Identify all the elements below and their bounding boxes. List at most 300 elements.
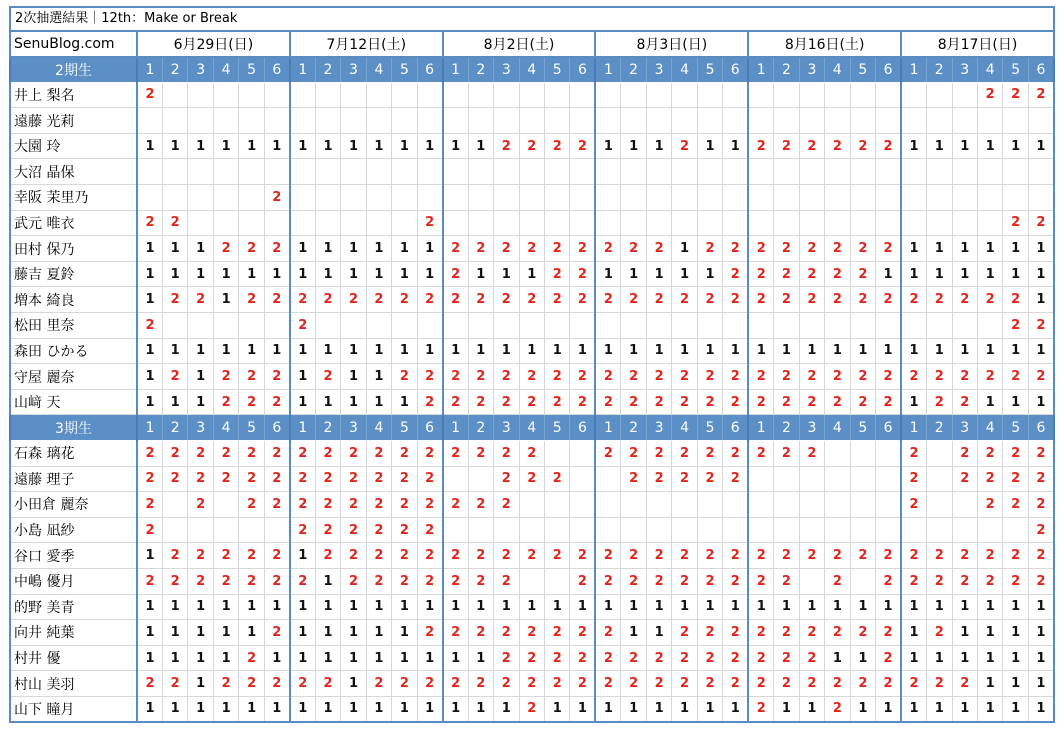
result-cell: 1 (952, 133, 977, 159)
result-cell (646, 492, 671, 518)
result-cell (137, 108, 162, 134)
result-cell: 1 (977, 133, 1002, 159)
member-row (10, 313, 1054, 339)
result-cell: 2 (595, 236, 620, 262)
result-cell: 1 (443, 594, 468, 620)
result-cell (366, 313, 391, 339)
result-cell (315, 82, 340, 108)
result-cell (748, 185, 773, 211)
result-cell: 1 (646, 261, 671, 287)
result-cell: 1 (188, 594, 213, 620)
result-cell: 2 (468, 568, 493, 594)
result-cell: 2 (570, 287, 595, 313)
result-cell: 2 (519, 543, 544, 569)
result-cell: 1 (672, 236, 697, 262)
member-row (10, 620, 1054, 646)
result-cell: 2 (825, 671, 850, 697)
result-cell (468, 159, 493, 185)
result-cell (672, 108, 697, 134)
result-cell (162, 313, 187, 339)
result-cell: 2 (825, 696, 850, 722)
result-cell: 1 (239, 696, 264, 722)
result-cell: 2 (239, 364, 264, 390)
result-cell (468, 466, 493, 492)
result-cell: 2 (646, 441, 671, 467)
member-name: 山下 瞳月 (10, 696, 137, 722)
part-number: 5 (545, 415, 570, 441)
result-cell: 2 (417, 210, 442, 236)
result-cell: 1 (774, 696, 799, 722)
result-cell (570, 441, 595, 467)
result-cell: 1 (315, 645, 340, 671)
result-cell: 2 (290, 568, 315, 594)
result-cell (774, 82, 799, 108)
result-cell: 1 (595, 696, 620, 722)
result-cell (545, 492, 570, 518)
result-cell: 2 (977, 543, 1002, 569)
result-cell: 1 (443, 645, 468, 671)
part-number: 1 (137, 415, 162, 441)
result-cell: 1 (927, 645, 952, 671)
result-cell: 2 (392, 364, 417, 390)
result-cell (494, 159, 519, 185)
result-cell (545, 313, 570, 339)
result-cell: 2 (595, 671, 620, 697)
result-cell: 2 (188, 287, 213, 313)
result-cell: 1 (723, 594, 748, 620)
result-cell: 2 (850, 287, 875, 313)
result-cell (545, 159, 570, 185)
result-cell (213, 185, 238, 211)
result-cell: 1 (1003, 594, 1028, 620)
result-cell (545, 568, 570, 594)
member-row (10, 338, 1054, 364)
result-cell: 2 (239, 568, 264, 594)
result-cell: 2 (927, 543, 952, 569)
result-cell: 1 (341, 133, 366, 159)
result-cell (672, 210, 697, 236)
result-cell: 2 (494, 620, 519, 646)
result-cell (213, 492, 238, 518)
result-cell: 2 (952, 568, 977, 594)
result-cell (952, 159, 977, 185)
member-name: 村井 優 (10, 645, 137, 671)
result-cell: 1 (290, 236, 315, 262)
result-cell: 2 (595, 568, 620, 594)
date-header: 8月17日(日) (901, 31, 1054, 57)
result-cell: 1 (850, 594, 875, 620)
result-cell: 1 (417, 594, 442, 620)
result-cell: 1 (290, 133, 315, 159)
result-cell: 2 (697, 287, 722, 313)
result-cell: 1 (927, 236, 952, 262)
result-cell (213, 517, 238, 543)
result-cell (595, 492, 620, 518)
result-cell: 2 (290, 517, 315, 543)
result-cell: 2 (545, 645, 570, 671)
result-cell (748, 108, 773, 134)
result-cell (188, 210, 213, 236)
member-row (10, 159, 1054, 185)
result-cell: 1 (264, 594, 289, 620)
result-cell: 2 (162, 466, 187, 492)
result-cell: 2 (901, 287, 926, 313)
result-cell (850, 517, 875, 543)
result-cell (1028, 108, 1054, 134)
result-cell: 2 (290, 313, 315, 339)
result-cell: 2 (748, 261, 773, 287)
result-cell (239, 210, 264, 236)
result-cell: 2 (137, 671, 162, 697)
result-cell: 1 (901, 338, 926, 364)
result-cell (901, 313, 926, 339)
result-cell: 2 (137, 441, 162, 467)
date-header: 8月2日(土) (443, 31, 596, 57)
result-cell: 1 (697, 133, 722, 159)
result-cell: 1 (213, 594, 238, 620)
result-cell (774, 210, 799, 236)
result-cell: 2 (850, 236, 875, 262)
result-cell (799, 568, 824, 594)
result-cell: 1 (290, 338, 315, 364)
result-cell: 2 (723, 543, 748, 569)
part-number: 4 (366, 57, 391, 83)
result-cell: 1 (1028, 236, 1054, 262)
result-cell (825, 441, 850, 467)
result-cell: 2 (494, 364, 519, 390)
result-cell: 2 (646, 236, 671, 262)
result-cell: 2 (494, 645, 519, 671)
result-cell (825, 159, 850, 185)
result-cell: 1 (697, 594, 722, 620)
result-cell (748, 210, 773, 236)
result-cell: 2 (825, 543, 850, 569)
result-cell (799, 82, 824, 108)
result-cell: 1 (825, 338, 850, 364)
result-cell: 1 (188, 133, 213, 159)
result-cell (595, 108, 620, 134)
result-cell: 2 (697, 236, 722, 262)
result-cell: 1 (315, 236, 340, 262)
result-cell (774, 492, 799, 518)
result-cell: 1 (366, 620, 391, 646)
result-cell: 1 (290, 389, 315, 415)
result-cell: 2 (799, 441, 824, 467)
result-cell: 1 (1003, 696, 1028, 722)
result-cell (570, 313, 595, 339)
result-cell (392, 210, 417, 236)
result-cell (774, 159, 799, 185)
part-number: 5 (697, 415, 722, 441)
result-cell: 1 (315, 594, 340, 620)
result-cell: 1 (952, 338, 977, 364)
part-number: 3 (952, 415, 977, 441)
result-cell: 1 (290, 261, 315, 287)
result-cell: 1 (977, 620, 1002, 646)
result-cell: 2 (417, 517, 442, 543)
result-cell: 1 (341, 594, 366, 620)
result-cell (748, 313, 773, 339)
result-cell: 1 (977, 671, 1002, 697)
result-cell: 2 (697, 645, 722, 671)
result-cell: 2 (697, 364, 722, 390)
result-cell: 2 (646, 568, 671, 594)
result-cell: 2 (545, 620, 570, 646)
result-cell: 1 (213, 133, 238, 159)
result-cell (646, 185, 671, 211)
result-cell: 2 (595, 620, 620, 646)
result-cell: 1 (392, 645, 417, 671)
result-cell: 2 (290, 441, 315, 467)
result-cell: 1 (621, 620, 646, 646)
result-cell: 2 (723, 364, 748, 390)
result-cell: 2 (417, 466, 442, 492)
result-cell (290, 108, 315, 134)
result-cell (315, 108, 340, 134)
result-cell: 2 (825, 568, 850, 594)
part-number: 4 (977, 57, 1002, 83)
result-cell: 1 (417, 133, 442, 159)
result-cell: 1 (341, 338, 366, 364)
part-number: 6 (417, 57, 442, 83)
result-cell (162, 185, 187, 211)
result-cell: 1 (137, 133, 162, 159)
result-cell: 1 (901, 645, 926, 671)
result-cell: 1 (723, 133, 748, 159)
result-cell: 2 (315, 543, 340, 569)
result-cell (621, 517, 646, 543)
result-cell (850, 185, 875, 211)
result-cell (595, 82, 620, 108)
date-header-row (10, 31, 1054, 57)
result-cell: 1 (646, 338, 671, 364)
result-cell: 2 (595, 389, 620, 415)
result-cell: 1 (137, 261, 162, 287)
result-cell: 2 (825, 364, 850, 390)
result-cell (366, 210, 391, 236)
result-cell: 1 (1003, 133, 1028, 159)
part-number: 5 (392, 57, 417, 83)
result-cell: 2 (519, 133, 544, 159)
result-cell: 2 (1028, 517, 1054, 543)
result-cell (494, 517, 519, 543)
result-cell: 2 (876, 287, 901, 313)
result-cell (366, 159, 391, 185)
part-number: 6 (1028, 57, 1054, 83)
result-cell (927, 313, 952, 339)
result-cell: 2 (697, 620, 722, 646)
result-cell (443, 108, 468, 134)
result-cell: 2 (876, 671, 901, 697)
result-cell (621, 185, 646, 211)
result-cell: 2 (723, 287, 748, 313)
result-cell (952, 185, 977, 211)
result-cell: 1 (494, 261, 519, 287)
result-cell: 1 (417, 645, 442, 671)
part-number: 4 (825, 415, 850, 441)
result-cell: 2 (850, 389, 875, 415)
result-cell: 2 (239, 492, 264, 518)
result-cell: 1 (545, 594, 570, 620)
part-number: 2 (162, 415, 187, 441)
result-cell (977, 108, 1002, 134)
result-cell: 2 (621, 568, 646, 594)
result-cell: 2 (213, 568, 238, 594)
result-cell: 1 (137, 389, 162, 415)
result-cell: 1 (799, 696, 824, 722)
result-cell (264, 210, 289, 236)
result-cell (952, 517, 977, 543)
result-cell: 1 (876, 261, 901, 287)
result-cell (825, 313, 850, 339)
result-cell (519, 159, 544, 185)
result-cell: 2 (494, 466, 519, 492)
result-cell (799, 466, 824, 492)
result-cell: 1 (876, 594, 901, 620)
result-cell: 2 (1003, 313, 1028, 339)
result-cell: 1 (1003, 261, 1028, 287)
result-cell: 2 (621, 236, 646, 262)
result-cell: 1 (443, 133, 468, 159)
result-cell: 2 (443, 287, 468, 313)
result-cell (545, 108, 570, 134)
result-cell: 2 (723, 441, 748, 467)
result-cell: 1 (825, 645, 850, 671)
result-cell: 1 (646, 133, 671, 159)
result-cell (799, 108, 824, 134)
result-cell: 2 (188, 543, 213, 569)
result-cell: 1 (1003, 671, 1028, 697)
result-cell: 1 (1028, 594, 1054, 620)
result-cell: 1 (646, 594, 671, 620)
result-cell: 2 (213, 364, 238, 390)
result-cell: 1 (774, 338, 799, 364)
result-cell: 2 (748, 133, 773, 159)
result-cell: 1 (723, 696, 748, 722)
part-number: 3 (188, 57, 213, 83)
result-cell: 2 (570, 620, 595, 646)
result-cell (672, 492, 697, 518)
result-cell: 2 (748, 645, 773, 671)
part-number: 6 (570, 57, 595, 83)
result-cell: 1 (621, 133, 646, 159)
result-cell: 2 (1003, 82, 1028, 108)
result-cell: 2 (494, 441, 519, 467)
result-cell (876, 517, 901, 543)
result-cell: 1 (519, 594, 544, 620)
result-cell (774, 185, 799, 211)
result-cell (392, 185, 417, 211)
result-cell (392, 108, 417, 134)
result-cell (417, 159, 442, 185)
result-cell: 2 (876, 389, 901, 415)
result-cell (723, 517, 748, 543)
result-cell: 1 (1028, 133, 1054, 159)
result-cell: 1 (927, 594, 952, 620)
result-cell: 1 (162, 594, 187, 620)
result-cell: 2 (672, 645, 697, 671)
result-cell: 2 (774, 645, 799, 671)
result-cell: 2 (621, 441, 646, 467)
result-cell: 2 (1028, 441, 1054, 467)
result-cell: 2 (162, 441, 187, 467)
result-cell: 2 (137, 313, 162, 339)
result-cell: 2 (162, 543, 187, 569)
result-cell: 2 (748, 389, 773, 415)
result-cell: 2 (494, 389, 519, 415)
result-cell: 2 (137, 466, 162, 492)
result-cell (188, 82, 213, 108)
result-cell: 2 (850, 133, 875, 159)
result-cell: 2 (927, 287, 952, 313)
result-cell: 1 (850, 696, 875, 722)
result-cell: 1 (341, 236, 366, 262)
result-cell: 1 (1028, 620, 1054, 646)
result-cell (901, 517, 926, 543)
result-cell: 1 (799, 338, 824, 364)
result-cell: 1 (595, 261, 620, 287)
result-cell: 2 (570, 645, 595, 671)
result-cell: 1 (1003, 236, 1028, 262)
result-cell: 2 (468, 389, 493, 415)
result-cell (570, 492, 595, 518)
result-cell: 1 (1003, 620, 1028, 646)
part-number: 5 (1003, 415, 1028, 441)
result-cell: 2 (162, 671, 187, 697)
member-name: 向井 純葉 (10, 620, 137, 646)
result-cell: 1 (570, 338, 595, 364)
result-cell: 2 (646, 466, 671, 492)
part-number: 2 (621, 57, 646, 83)
result-cell (162, 517, 187, 543)
result-cell: 2 (417, 543, 442, 569)
result-cell: 2 (927, 568, 952, 594)
result-cell: 2 (977, 441, 1002, 467)
result-cell: 1 (137, 287, 162, 313)
result-cell: 1 (1028, 645, 1054, 671)
result-cell: 1 (621, 696, 646, 722)
result-cell (876, 441, 901, 467)
result-cell: 2 (748, 543, 773, 569)
result-cell: 2 (799, 620, 824, 646)
result-cell: 2 (697, 441, 722, 467)
result-cell: 2 (646, 389, 671, 415)
result-cell: 1 (443, 338, 468, 364)
result-cell: 1 (927, 261, 952, 287)
result-cell: 2 (443, 389, 468, 415)
result-cell (825, 492, 850, 518)
result-cell: 1 (570, 594, 595, 620)
result-cell (570, 517, 595, 543)
result-cell: 2 (977, 492, 1002, 518)
result-cell (723, 185, 748, 211)
result-cell (290, 210, 315, 236)
result-cell (137, 159, 162, 185)
result-cell: 1 (366, 364, 391, 390)
member-row (10, 466, 1054, 492)
result-cell: 2 (621, 389, 646, 415)
result-cell (876, 210, 901, 236)
result-cell (850, 466, 875, 492)
member-name: 石森 璃花 (10, 441, 137, 467)
result-cell: 2 (672, 671, 697, 697)
result-cell: 1 (952, 594, 977, 620)
result-cell: 2 (290, 287, 315, 313)
result-cell: 1 (239, 620, 264, 646)
result-cell (162, 492, 187, 518)
part-number: 1 (901, 57, 926, 83)
result-cell: 1 (392, 389, 417, 415)
